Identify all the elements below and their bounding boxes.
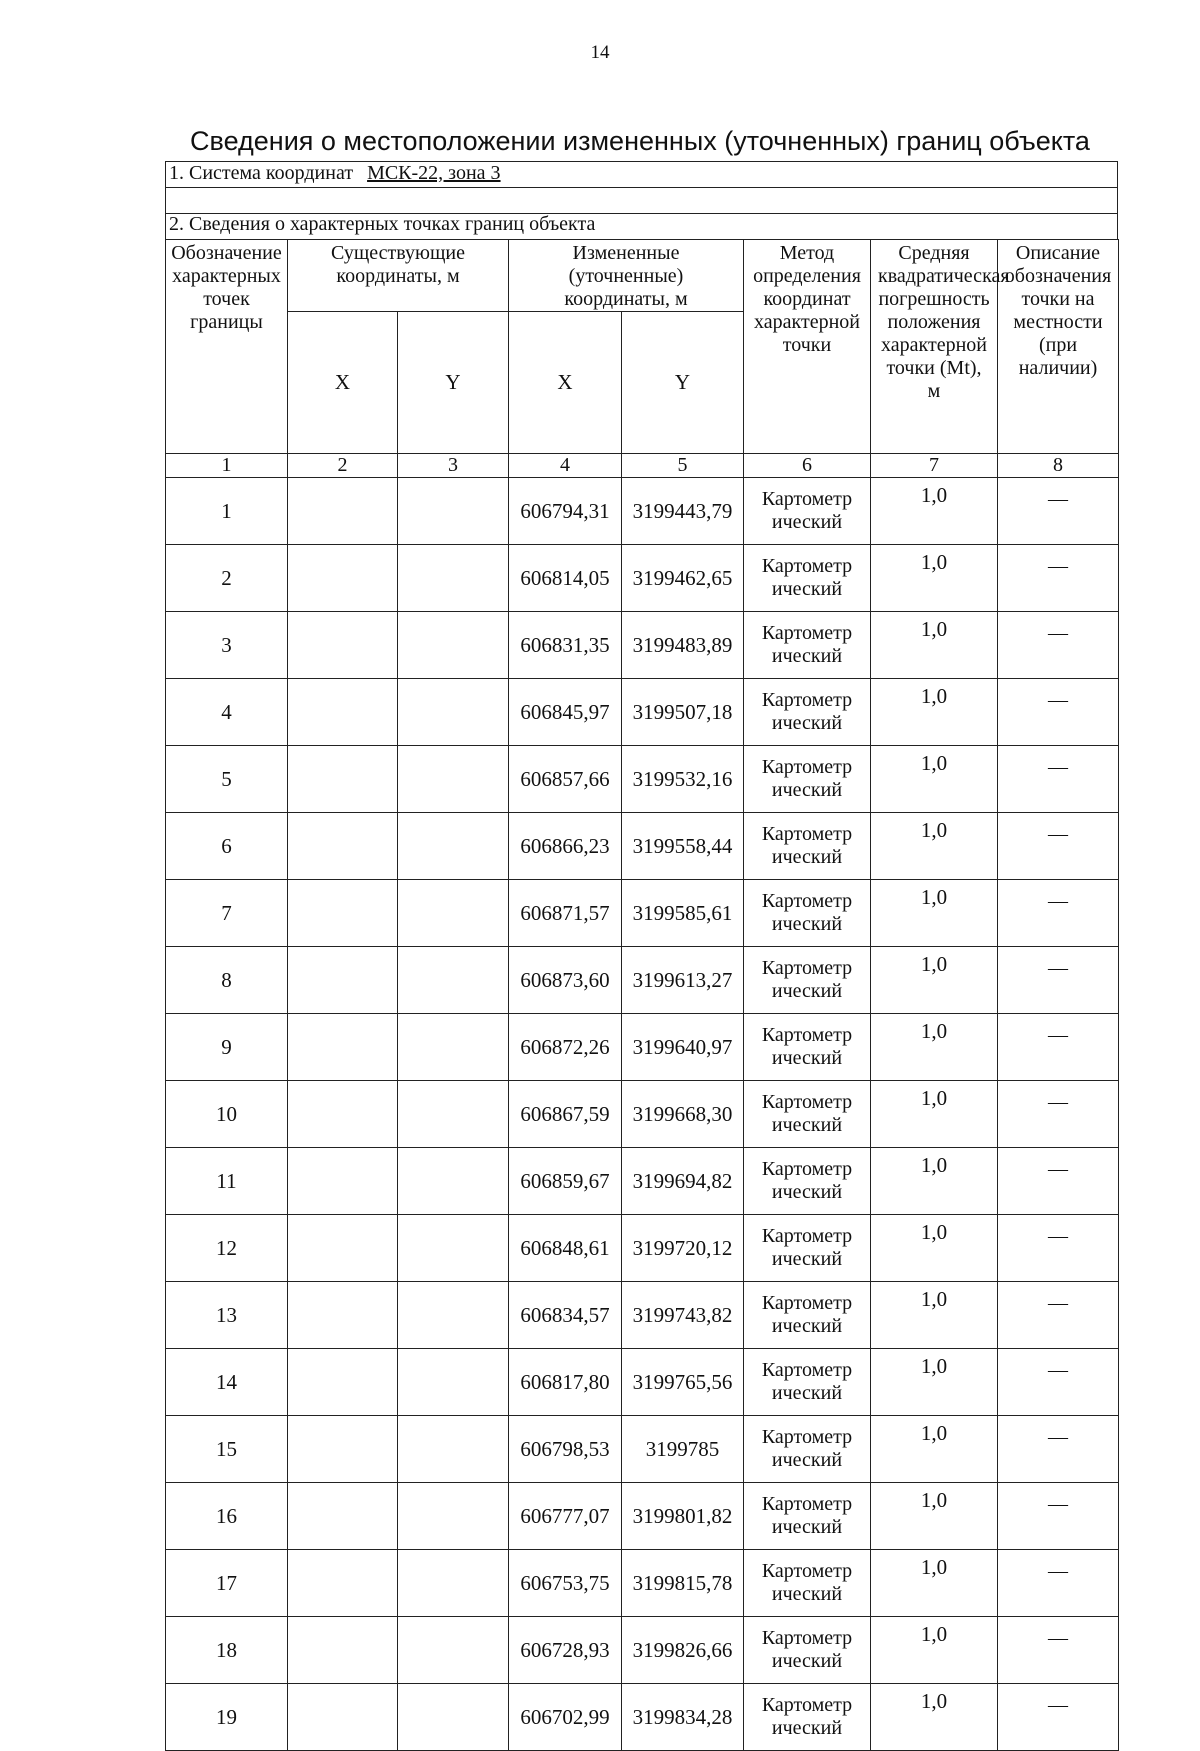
changed-y-cell: 3199801,82 [622, 1483, 744, 1550]
dash-mark: — [1048, 1493, 1068, 1515]
coordinate-system-row [165, 161, 1118, 188]
dash-mark: — [1048, 689, 1068, 711]
method-cell: Картометрический [744, 1148, 871, 1215]
point-number-cell: 13 [166, 1282, 288, 1349]
column-number: 3 [398, 454, 509, 478]
table-body [166, 478, 1119, 1751]
dash-mark: — [1048, 1359, 1068, 1381]
existing-x-cell [288, 813, 398, 880]
mt-cell: 1,0 [871, 746, 998, 813]
method-cell: Картометрический [744, 813, 871, 880]
mt-cell: 1,0 [871, 1081, 998, 1148]
existing-x-cell [288, 1215, 398, 1282]
description-cell [998, 1014, 1119, 1081]
existing-x-cell [288, 746, 398, 813]
existing-y-cell [398, 947, 509, 1014]
table-row [166, 1684, 1119, 1751]
table-row [166, 947, 1119, 1014]
method-cell: Картометрический [744, 746, 871, 813]
mt-cell: 1,0 [871, 1550, 998, 1617]
header-description: Описание обозначения точки на местности (при наличии) [998, 240, 1119, 454]
dash-mark: — [1048, 1426, 1068, 1448]
point-number-cell: 18 [166, 1617, 288, 1684]
changed-x-cell: 606872,26 [509, 1014, 622, 1081]
dash-mark: — [1048, 1158, 1068, 1180]
description-cell [998, 1148, 1119, 1215]
existing-x-cell [288, 1416, 398, 1483]
table-row [166, 679, 1119, 746]
description-cell [998, 880, 1119, 947]
point-number-cell: 10 [166, 1081, 288, 1148]
description-cell [998, 1684, 1119, 1751]
dash-mark: — [1048, 1091, 1068, 1113]
existing-y-cell [398, 1550, 509, 1617]
column-number: 5 [622, 454, 744, 478]
description-cell [998, 746, 1119, 813]
description-cell [998, 813, 1119, 880]
header-existing-coordinates: Существующие координаты, м [288, 240, 509, 312]
points-section-label: 2. Сведения о характерных точках границ объекта [169, 213, 596, 235]
mt-cell: 1,0 [871, 679, 998, 746]
dash-mark: — [1048, 1627, 1068, 1649]
mt-cell: 1,0 [871, 1215, 998, 1282]
description-cell [998, 947, 1119, 1014]
table-row [166, 1416, 1119, 1483]
method-cell: Картометрический [744, 1416, 871, 1483]
existing-y-cell [398, 478, 509, 545]
existing-y-cell [398, 1148, 509, 1215]
point-number-cell: 15 [166, 1416, 288, 1483]
changed-y-cell: 3199668,30 [622, 1081, 744, 1148]
mt-cell: 1,0 [871, 880, 998, 947]
description-cell [998, 1416, 1119, 1483]
changed-x-cell: 606794,31 [509, 478, 622, 545]
existing-y-cell [398, 1483, 509, 1550]
column-number: 4 [509, 454, 622, 478]
header-changed-coordinates: Измененные (уточненные) координаты, м [509, 240, 744, 312]
table-row [166, 1282, 1119, 1349]
dash-mark: — [1048, 488, 1068, 510]
existing-y-cell [398, 612, 509, 679]
mt-cell: 1,0 [871, 947, 998, 1014]
changed-y-cell: 3199785 [622, 1416, 744, 1483]
existing-y-cell [398, 545, 509, 612]
changed-y-cell: 3199462,65 [622, 545, 744, 612]
header-changed-x: X [509, 312, 622, 454]
method-cell: Картометрический [744, 1282, 871, 1349]
point-number-cell: 17 [166, 1550, 288, 1617]
existing-y-cell [398, 746, 509, 813]
header-mt: Средняя квадратическая погрешность положения характерной точки (Mt), м [871, 240, 998, 454]
method-cell: Картометрический [744, 880, 871, 947]
method-cell: Картометрический [744, 1014, 871, 1081]
changed-y-cell: 3199507,18 [622, 679, 744, 746]
table-row [166, 1148, 1119, 1215]
changed-x-cell: 606702,99 [509, 1684, 622, 1751]
point-number-cell: 7 [166, 880, 288, 947]
method-cell: Картометрический [744, 1081, 871, 1148]
point-number-cell: 4 [166, 679, 288, 746]
document-title: Сведения о местоположении измененных (уточненных) границ объекта [190, 126, 1090, 156]
existing-x-cell [288, 545, 398, 612]
column-number: 2 [288, 454, 398, 478]
existing-x-cell [288, 679, 398, 746]
empty-row [165, 187, 1118, 214]
table-row [166, 880, 1119, 947]
changed-x-cell: 606866,23 [509, 813, 622, 880]
existing-y-cell [398, 1014, 509, 1081]
changed-y-cell: 3199834,28 [622, 1684, 744, 1751]
description-cell [998, 612, 1119, 679]
changed-x-cell: 606867,59 [509, 1081, 622, 1148]
dash-mark: — [1048, 555, 1068, 577]
changed-x-cell: 606859,67 [509, 1148, 622, 1215]
changed-y-cell: 3199743,82 [622, 1282, 744, 1349]
method-cell: Картометрический [744, 679, 871, 746]
mt-cell: 1,0 [871, 1684, 998, 1751]
dash-mark: — [1048, 1560, 1068, 1582]
description-cell [998, 478, 1119, 545]
changed-x-cell: 606845,97 [509, 679, 622, 746]
changed-x-cell: 606777,07 [509, 1483, 622, 1550]
existing-x-cell [288, 1014, 398, 1081]
changed-x-cell: 606831,35 [509, 612, 622, 679]
changed-y-cell: 3199765,56 [622, 1349, 744, 1416]
method-cell: Картометрический [744, 478, 871, 545]
changed-y-cell: 3199558,44 [622, 813, 744, 880]
changed-x-cell: 606873,60 [509, 947, 622, 1014]
coordinate-system-value: МСК-22, зона 3 [367, 162, 501, 184]
point-number-cell: 9 [166, 1014, 288, 1081]
header-changed-y: Y [622, 312, 744, 454]
dash-mark: — [1048, 622, 1068, 644]
mt-cell: 1,0 [871, 1416, 998, 1483]
mt-cell: 1,0 [871, 1148, 998, 1215]
existing-y-cell [398, 1684, 509, 1751]
point-number-cell: 8 [166, 947, 288, 1014]
description-cell [998, 1483, 1119, 1550]
point-number-cell: 12 [166, 1215, 288, 1282]
changed-y-cell: 3199443,79 [622, 478, 744, 545]
changed-x-cell: 606848,61 [509, 1215, 622, 1282]
header-point-designation: Обозначение характерных точек границы [166, 240, 288, 454]
mt-cell: 1,0 [871, 1014, 998, 1081]
existing-x-cell [288, 1081, 398, 1148]
table-row [166, 545, 1119, 612]
mt-cell: 1,0 [871, 478, 998, 545]
method-cell: Картометрический [744, 1483, 871, 1550]
description-cell [998, 1081, 1119, 1148]
dash-mark: — [1048, 823, 1068, 845]
existing-x-cell [288, 1684, 398, 1751]
method-cell: Картометрический [744, 1349, 871, 1416]
table-row [166, 813, 1119, 880]
changed-y-cell: 3199720,12 [622, 1215, 744, 1282]
method-cell: Картометрический [744, 1684, 871, 1751]
method-cell: Картометрический [744, 1215, 871, 1282]
existing-x-cell [288, 1617, 398, 1684]
changed-y-cell: 3199585,61 [622, 880, 744, 947]
column-number: 7 [871, 454, 998, 478]
table-row [166, 612, 1119, 679]
dash-mark: — [1048, 1225, 1068, 1247]
existing-x-cell [288, 1282, 398, 1349]
dash-mark: — [1048, 1292, 1068, 1314]
point-number-cell: 2 [166, 545, 288, 612]
existing-y-cell [398, 1416, 509, 1483]
changed-x-cell: 606857,66 [509, 746, 622, 813]
existing-x-cell [288, 1349, 398, 1416]
table-row [166, 1014, 1119, 1081]
points-section-heading [165, 213, 1118, 240]
header-existing-y: Y [398, 312, 509, 454]
existing-x-cell [288, 880, 398, 947]
changed-x-cell: 606817,80 [509, 1349, 622, 1416]
existing-x-cell [288, 1550, 398, 1617]
mt-cell: 1,0 [871, 612, 998, 679]
header-method: Метод определения координат характерной точки [744, 240, 871, 454]
changed-y-cell: 3199613,27 [622, 947, 744, 1014]
existing-y-cell [398, 880, 509, 947]
table-row [166, 1617, 1119, 1684]
method-cell: Картометрический [744, 612, 871, 679]
column-number: 1 [166, 454, 288, 478]
changed-y-cell: 3199483,89 [622, 612, 744, 679]
boundary-points-table [165, 239, 1119, 1751]
changed-y-cell: 3199532,16 [622, 746, 744, 813]
mt-cell: 1,0 [871, 545, 998, 612]
description-cell [998, 1282, 1119, 1349]
column-number: 8 [998, 454, 1119, 478]
existing-x-cell [288, 612, 398, 679]
existing-x-cell [288, 478, 398, 545]
point-number-cell: 1 [166, 478, 288, 545]
table-row [166, 746, 1119, 813]
changed-y-cell: 3199694,82 [622, 1148, 744, 1215]
dash-mark: — [1048, 1694, 1068, 1716]
coordinate-system-label: 1. Система координат [169, 162, 354, 184]
method-cell: Картометрический [744, 1550, 871, 1617]
changed-x-cell: 606753,75 [509, 1550, 622, 1617]
changed-x-cell: 606871,57 [509, 880, 622, 947]
method-cell: Картометрический [744, 947, 871, 1014]
description-cell [998, 1617, 1119, 1684]
table-row [166, 1349, 1119, 1416]
column-number: 6 [744, 454, 871, 478]
existing-y-cell [398, 1349, 509, 1416]
existing-y-cell [398, 1215, 509, 1282]
changed-x-cell: 606798,53 [509, 1416, 622, 1483]
description-cell [998, 545, 1119, 612]
table-row [166, 1215, 1119, 1282]
table-row [166, 1550, 1119, 1617]
table-row [166, 478, 1119, 545]
dash-mark: — [1048, 890, 1068, 912]
description-cell [998, 1349, 1119, 1416]
description-cell [998, 679, 1119, 746]
mt-cell: 1,0 [871, 1617, 998, 1684]
mt-cell: 1,0 [871, 1349, 998, 1416]
header-existing-x: X [288, 312, 398, 454]
dash-mark: — [1048, 957, 1068, 979]
existing-y-cell [398, 1081, 509, 1148]
method-cell: Картометрический [744, 1617, 871, 1684]
changed-y-cell: 3199640,97 [622, 1014, 744, 1081]
existing-y-cell [398, 1282, 509, 1349]
point-number-cell: 11 [166, 1148, 288, 1215]
point-number-cell: 16 [166, 1483, 288, 1550]
method-cell: Картометрический [744, 545, 871, 612]
changed-x-cell: 606834,57 [509, 1282, 622, 1349]
table-row [166, 1081, 1119, 1148]
mt-cell: 1,0 [871, 1282, 998, 1349]
table-row [166, 1483, 1119, 1550]
point-number-cell: 3 [166, 612, 288, 679]
point-number-cell: 6 [166, 813, 288, 880]
mt-cell: 1,0 [871, 1483, 998, 1550]
existing-x-cell [288, 1483, 398, 1550]
point-number-cell: 5 [166, 746, 288, 813]
changed-x-cell: 606814,05 [509, 545, 622, 612]
dash-mark: — [1048, 756, 1068, 778]
changed-y-cell: 3199826,66 [622, 1617, 744, 1684]
changed-y-cell: 3199815,78 [622, 1550, 744, 1617]
mt-cell: 1,0 [871, 813, 998, 880]
existing-y-cell [398, 1617, 509, 1684]
point-number-cell: 19 [166, 1684, 288, 1751]
description-cell [998, 1215, 1119, 1282]
existing-y-cell [398, 813, 509, 880]
page-number: 14 [590, 42, 610, 63]
point-number-cell: 14 [166, 1349, 288, 1416]
dash-mark: — [1048, 1024, 1068, 1046]
changed-x-cell: 606728,93 [509, 1617, 622, 1684]
existing-y-cell [398, 679, 509, 746]
existing-x-cell [288, 947, 398, 1014]
existing-x-cell [288, 1148, 398, 1215]
description-cell [998, 1550, 1119, 1617]
